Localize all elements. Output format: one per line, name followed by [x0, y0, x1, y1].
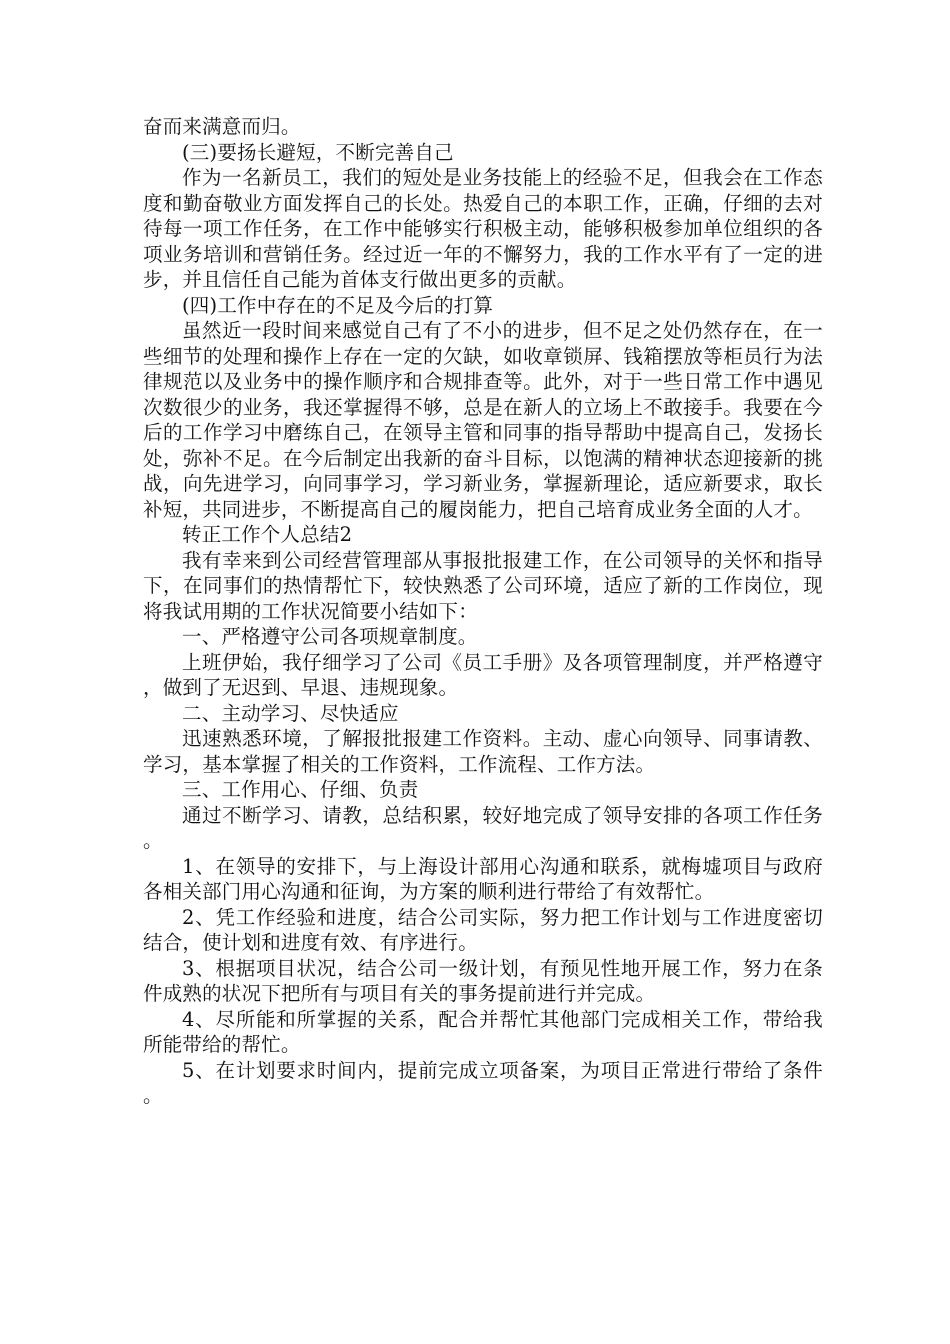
- section-heading-2: 二、主动学习、尽快适应: [182, 701, 399, 725]
- section-heading-1: 一、严格遵守公司各项规章制度。: [182, 625, 478, 648]
- paragraph-continuation: 奋而来满意而归。: [143, 115, 301, 138]
- paragraph: 上班伊始，我仔细学习了公司《员工手册》及各项管理制度，并严格遵守，做到了无迟到、早退、违规现象。: [143, 650, 823, 699]
- list-item-2: 2、凭工作经验和进度，结合公司实际，努力把工作计划与工作进度密切结合，使计划和进度有效、有序进行。: [143, 905, 823, 954]
- list-item-5: 5、在计划要求时间内，提前完成立项备案，为项目正常进行带给了条件。: [143, 1058, 823, 1107]
- section-heading-3: (三)要扬长避短，不断完善自己: [182, 140, 454, 164]
- paragraph: 通过不断学习、请教，总结积累，较好地完成了领导安排的各项工作任务。: [143, 803, 823, 852]
- paragraph: 虽然近一段时间来感觉自己有了不小的进步，但不足之处仍然存在，在一些细节的处理和操作上存在一定的欠缺，如收章锁屏、钱箱摆放等柜员行为法律规范以及业务中的操作顺序和合规排查等。此外，对于一些日常工作中遇见次数很少的业务，我还掌握得不够，总是在新人的立场上不敢接手。我要在今后的工作学习中磨练自己，在领导主管和同事的指导帮助中提高自己，发扬长处，弥补不足。在今后制定出我新的奋斗目标，以饱满的精神状态迎接新的挑战，向先进学习，向同事学习，学习新业务，掌握新理论，适应新要求，取长补短，共同进步，不断提高自己的履岗能力，把自己培育成业务全面的人才。: [143, 319, 823, 521]
- paragraph: 我有幸来到公司经营管理部从事报批报建工作，在公司领导的关怀和指导下，在同事们的热情帮忙下，较快熟悉了公司环境，适应了新的工作岗位，现将我试用期的工作状况简要小结如下：: [143, 548, 823, 623]
- list-item-1: 1、在领导的安排下，与上海设计部用心沟通和联系，就梅墟项目与政府各相关部门用心沟通和征询，为方案的顺利进行带给了有效帮忙。: [143, 854, 823, 903]
- document-title-2: 转正工作个人总结2: [182, 523, 353, 546]
- section-heading-3b: 三、工作用心、仔细、负责: [182, 778, 419, 801]
- list-item-3: 3、根据项目状况，结合公司一级计划，有预见性地开展工作，努力在条件成熟的状况下把所有与项目有关的事务提前进行并完成。: [143, 956, 823, 1005]
- list-item-4: 4、尽所能和所掌握的关系，配合并帮忙其他部门完成相关工作，带给我所能带给的帮忙。: [143, 1007, 823, 1056]
- section-heading-4: (四)工作中存在的不足及今后的打算: [182, 293, 494, 317]
- document-page: [143, 114, 823, 1109]
- paragraph: 迅速熟悉环境，了解报批报建工作资料。主动、虚心向领导、同事请教、学习，基本掌握了相关的工作资料，工作流程、工作方法。: [143, 727, 823, 776]
- paragraph: 作为一名新员工，我们的短处是业务技能上的经验不足，但我会在工作态度和勤奋敬业方面发挥自己的长处。热爱自己的本职工作，正确，仔细的去对待每一项工作任务，在工作中能够实行积极主动，能够积极参加单位组织的各项业务培训和营销任务。经过近一年的不懈努力，我的工作水平有了一定的进步，并且信任自己能为首体支行做出更多的贡献。: [143, 166, 823, 291]
